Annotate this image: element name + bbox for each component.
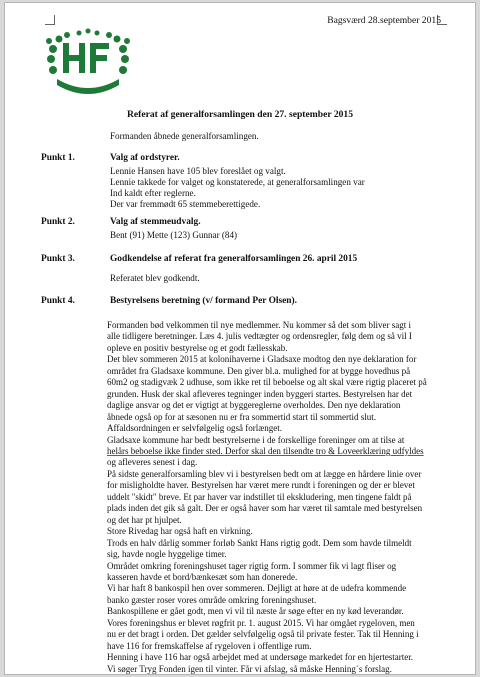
punkt-4-line: Det blev sommeren 2015 at kolonihaverne i Gladsaxe modtog den nye deklaration for: [107, 354, 417, 365]
punkt-1-label: Punkt 1.: [41, 153, 75, 163]
punkt-4-line: kasseren havde et bord/bænkesæt som han donerede.: [107, 571, 298, 582]
punkt-4-line: Vi søger Tryg Fonden igen til vinter. Får vi afslag, så måske Henning´s forslag.: [107, 663, 392, 674]
punkt-4-line: Store Rivedag har også haft en virkning.: [107, 526, 253, 537]
club-logo: [43, 27, 133, 99]
document-date: Bagsværd 28.september 2015: [327, 15, 441, 26]
punkt-4-line: banko gæster roser vores område omkring foreningshuset.: [107, 594, 317, 605]
punkt-4-line: daglige ansvar og det er vigtigt at byggereglerne overholdes. Den nye deklaration: [107, 400, 401, 411]
margin-corner-mark: [45, 15, 55, 25]
punkt-3-line: Referatet blev godkendt.: [110, 273, 200, 283]
punkt-4-label: Punkt 4.: [41, 296, 75, 306]
punkt-4-line: Vores foreningshus er blevet røgfrit pr. 1. august 2015. Vi har omgået rygeloven, men: [107, 617, 415, 628]
punkt-4-body: [107, 320, 427, 675]
punkt-1-line: Der var fremmødt 65 stemmeberettigede.: [110, 199, 261, 209]
punkt-2-line: Bent (91) Mette (123) Gunnar (84): [110, 230, 238, 240]
punkt-4-line: nu er det bragt i orden. Det gælder selvfølgelig også til private fester. Tak til Henning i: [107, 629, 419, 640]
punkt-4-line: grunden. Husk der skal afleveres tegninger inden byggeri startes. Bestyrelsen har det: [107, 388, 413, 399]
punkt-4-line: uddelt "skidt" breve. Et par haver var indstillet til ekskludering, men tingene faldt på: [107, 491, 412, 502]
punkt-4-line: opleve en positiv bestyrelse og et godt fællesskab.: [107, 342, 288, 353]
punkt-4-line: Trods en halv dårlig sommer forløb Sankt Hans rigtig godt. Dem som havde tilmeldt: [107, 537, 412, 548]
punkt-4-line: åbnede også op for at sæsonen nu er fra sommertid start til sommertid slut.: [107, 411, 376, 422]
punkt-4-line: Bankospillene er gået godt, men vi vil til næste år søge efter en ny kød leverandør.: [107, 606, 404, 617]
punkt-1-line: Ind kaldt efter reglerne.: [110, 188, 196, 198]
punkt-4-line: helårs beboelse ikke finder sted. Derfor skal den tilsendte tro & Loveerklæring udfyldes: [107, 445, 424, 456]
punkt-4-line: og det har pt hjulpet.: [107, 514, 182, 525]
punkt-4-line: 60m2 og stadigvæk 2 udhuse, som ikke ret til beboelse og alt skal være rigtig placeret på: [107, 377, 427, 388]
punkt-2-label: Punkt 2.: [41, 217, 75, 227]
document-title: Referat af generalforsamlingen den 27. september 2015: [126, 109, 354, 120]
punkt-4-line: Formanden bød velkommen til nye medlemmer. Nu kommer så det som bliver sagt i: [107, 320, 411, 330]
punkt-2-heading: Valg af stemmeudvalg.: [110, 217, 201, 227]
punkt-4-line: plads inden det gik så galt. Der er også haver som har været til samtale med bestyrelsen: [107, 503, 423, 514]
punkt-4-line: alle tidligere beretninger. Læs 4. julis vedtægter og ordensregler, følg dem og så vil I: [107, 331, 412, 342]
punkt-3-label: Punkt 3.: [41, 254, 75, 264]
intro-text: Formanden åbnede generalforsamlingen.: [110, 131, 259, 141]
punkt-4-line: have 116 for fremskaffelse af rygeloven i offentlige rum.: [107, 640, 312, 651]
punkt-4-line: På sidste generalforsamling blev vi i bestyrelsen bedt om at lægge en hårdere linie over: [107, 468, 422, 479]
punkt-4-line: området fra Gladsaxe kommune. Den giver bl.a. mulighed for at bygge hovedhus på: [107, 365, 411, 376]
punkt-3-heading: Godkendelse af referat fra generalforsamlingen 26. april 2015: [110, 254, 358, 264]
punkt-4-heading: Bestyrelsens beretning (v/ formand Per Olsen).: [110, 296, 297, 306]
punkt-4-line: og afleveres senest i dag.: [107, 457, 198, 468]
punkt-4-line: for misligholdte haver. Bestyrelsen har været mere rundt i foreningen og der er blevet: [107, 480, 415, 491]
punkt-4-line: Affaldsordningen er selvfølgelig også forlænget.: [107, 423, 283, 434]
punkt-1-line: Lennie Hansen have 105 blev foreslået og valgt.: [110, 166, 286, 176]
punkt-1-line: Lennie takkede for valget og konstaterede, at generalforsamlingen var: [110, 177, 365, 187]
punkt-4-line: Henning i have 116 har også arbejdet med at undersøge markedet for en hjertestarter.: [107, 652, 414, 663]
punkt-4-line: Området omkring foreningshuset tager rigtig form. I sommer fik vi lagt fliser og: [107, 560, 397, 571]
punkt-4-line: Vi har haft 8 bankospil hen over sommeren. Dejligt at høre at de udefra kommende: [107, 583, 407, 594]
punkt-1-heading: Valg af ordstyrer.: [110, 153, 180, 163]
punkt-4-line: sig, havde nogle hyggelige timer.: [107, 549, 227, 560]
punkt-4-line: Gladsaxe kommune har bedt bestyrelserne i de forskellige foreninger om at tilse at: [107, 434, 405, 445]
document-page: [4, 2, 476, 675]
